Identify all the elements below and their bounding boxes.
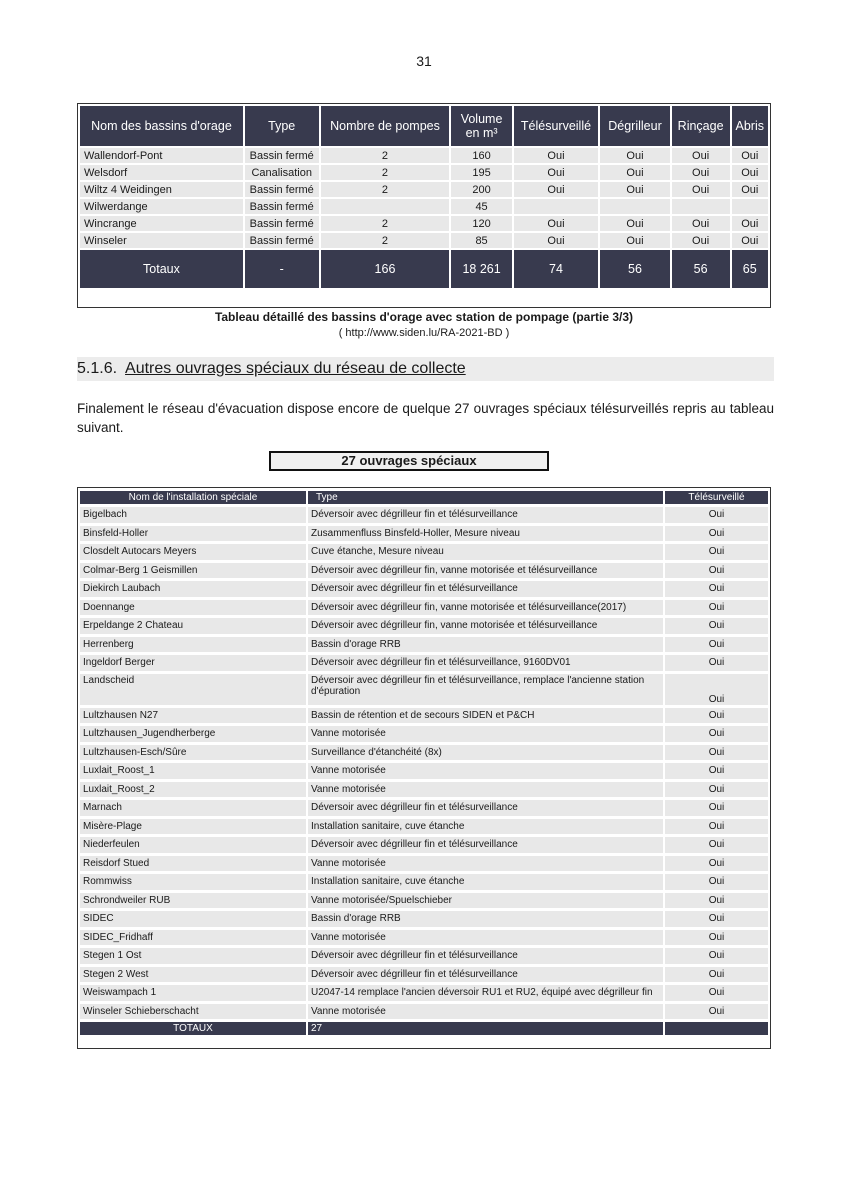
table-header-row — [80, 491, 768, 504]
cell-abris: Oui — [732, 182, 768, 197]
section-heading — [77, 357, 774, 381]
table-row — [80, 655, 768, 671]
cell-type: Vanne motorisée — [308, 726, 663, 742]
page-number: 31 — [416, 53, 432, 69]
header-volume — [451, 106, 511, 146]
table-row — [80, 182, 768, 197]
table-row — [80, 800, 768, 816]
cell-type: Zusammenfluss Binsfeld-Holler, Mesure niveau — [308, 526, 663, 542]
cell-type: Installation sanitaire, cuve étanche — [308, 874, 663, 890]
cell-telesurv: Oui — [665, 893, 768, 909]
cell-pumps: 2 — [321, 216, 450, 231]
table-row — [80, 763, 768, 779]
cell-name: Lultzhausen-Esch/Sûre — [80, 745, 306, 761]
cell-telesurv: Oui — [665, 708, 768, 724]
table-row — [80, 581, 768, 597]
cell-telesurv — [514, 199, 599, 214]
cell-name: Closdelt Autocars Meyers — [80, 544, 306, 560]
cell-rincage: Oui — [672, 165, 730, 180]
cell-degrilleur — [600, 199, 669, 214]
cell-telesurv: Oui — [665, 637, 768, 653]
cell-type: Déversoir avec dégrilleur fin et télésurveillance, 9160DV01 — [308, 655, 663, 671]
cell-name: Lultzhausen N27 — [80, 708, 306, 724]
cell-type: Déversoir avec dégrilleur fin, vanne motorisée et télésurveillance — [308, 618, 663, 634]
cell-volume: 45 — [451, 199, 511, 214]
header-volume-line1: Volume — [460, 112, 503, 126]
cell-name: Landscheid — [80, 674, 306, 705]
cell-telesurv: Oui — [665, 874, 768, 890]
cell-type: Bassin fermé — [245, 182, 319, 197]
cell-type: Vanne motorisée/Spuelschieber — [308, 893, 663, 909]
table-row — [80, 199, 768, 214]
cell-telesurv: Oui — [665, 526, 768, 542]
cell-rincage: Oui — [672, 148, 730, 163]
cell-type: Déversoir avec dégrilleur fin, vanne motorisée et télésurveillance — [308, 563, 663, 579]
cell-telesurv: Oui — [665, 856, 768, 872]
cell-volume: 160 — [451, 148, 511, 163]
cell-type: Déversoir avec dégrilleur fin et télésurveillance — [308, 967, 663, 983]
cell-rincage — [672, 199, 730, 214]
cell-type: Bassin fermé — [245, 148, 319, 163]
cell-type: Déversoir avec dégrilleur fin et télésurveillance — [308, 948, 663, 964]
cell-telesurv: Oui — [665, 985, 768, 1001]
cell-telesurv: Oui — [665, 600, 768, 616]
section-number: 5.1.6. — [77, 360, 118, 377]
cell-degrilleur: Oui — [600, 182, 669, 197]
cell-name: Wiltz 4 Weidingen — [80, 182, 243, 197]
cell-name: Stegen 2 West — [80, 967, 306, 983]
table-row — [80, 600, 768, 616]
cell-name: Rommwiss — [80, 874, 306, 890]
cell-name: Ingeldorf Berger — [80, 655, 306, 671]
header-installation-telesurveille: Télésurveillé — [665, 491, 768, 504]
table-row — [80, 893, 768, 909]
table-row — [80, 637, 768, 653]
cell-type: Bassin de rétention et de secours SIDEN et P&CH — [308, 708, 663, 724]
cell-name: Bigelbach — [80, 507, 306, 523]
table-row — [80, 874, 768, 890]
total-empty — [665, 1022, 768, 1035]
special-installations-table — [77, 487, 771, 1049]
cell-name: Stegen 1 Ost — [80, 948, 306, 964]
cell-pumps: 2 — [321, 148, 450, 163]
cell-type: U2047-14 remplace l'ancien déversoir RU1 et RU2, équipé avec dégrilleur fin — [308, 985, 663, 1001]
header-volume-line2: en m³ — [465, 126, 498, 140]
cell-type: Déversoir avec dégrilleur fin et télésurveillance — [308, 581, 663, 597]
cell-type: Vanne motorisée — [308, 930, 663, 946]
cell-telesurv: Oui — [665, 745, 768, 761]
table-row — [80, 782, 768, 798]
cell-telesurv: Oui — [514, 182, 599, 197]
table-row — [80, 526, 768, 542]
cell-name: Diekirch Laubach — [80, 581, 306, 597]
cell-type: Vanne motorisée — [308, 782, 663, 798]
cell-name: Niederfeulen — [80, 837, 306, 853]
cell-telesurv: Oui — [514, 233, 599, 248]
cell-name: Marnach — [80, 800, 306, 816]
cell-name: Binsfeld-Holler — [80, 526, 306, 542]
totals-row — [80, 1022, 768, 1035]
cell-abris: Oui — [732, 148, 768, 163]
cell-abris: Oui — [732, 165, 768, 180]
cell-type: Déversoir avec dégrilleur fin et télésurveillance — [308, 507, 663, 523]
cell-degrilleur: Oui — [600, 233, 669, 248]
cell-rincage: Oui — [672, 233, 730, 248]
cell-name: Doennange — [80, 600, 306, 616]
total-degrilleur: 56 — [600, 250, 669, 288]
cell-name: Wincrange — [80, 216, 243, 231]
special-works-title-box: 27 ouvrages spéciaux — [269, 451, 549, 471]
total-rincage: 56 — [672, 250, 730, 288]
table-header-row — [80, 106, 768, 146]
total-abris: 65 — [732, 250, 768, 288]
total-type: - — [245, 250, 319, 288]
cell-pumps: 2 — [321, 182, 450, 197]
cell-name: SIDEC — [80, 911, 306, 927]
header-pumps: Nombre de pompes — [321, 106, 450, 146]
cell-telesurv: Oui — [665, 967, 768, 983]
cell-type: Canalisation — [245, 165, 319, 180]
cell-telesurv: Oui — [665, 618, 768, 634]
table-row — [80, 1004, 768, 1020]
cell-volume: 195 — [451, 165, 511, 180]
table-row — [80, 233, 768, 248]
table-row — [80, 544, 768, 560]
cell-pumps: 2 — [321, 233, 450, 248]
total-volume: 18 261 — [451, 250, 511, 288]
cell-rincage: Oui — [672, 182, 730, 197]
totals-row — [80, 250, 768, 288]
cell-name: Lultzhausen_Jugendherberge — [80, 726, 306, 742]
cell-type: Déversoir avec dégrilleur fin et télésurveillance — [308, 837, 663, 853]
header-type: Type — [245, 106, 319, 146]
cell-telesurv: Oui — [665, 782, 768, 798]
cell-type: Déversoir avec dégrilleur fin et télésurveillance, remplace l'ancienne station d'épuration — [308, 674, 663, 705]
cell-name: Erpeldange 2 Chateau — [80, 618, 306, 634]
table-row — [80, 165, 768, 180]
cell-abris: Oui — [732, 216, 768, 231]
cell-type: Installation sanitaire, cuve étanche — [308, 819, 663, 835]
cell-telesurv: Oui — [514, 216, 599, 231]
cell-telesurv: Oui — [665, 763, 768, 779]
cell-type: Bassin fermé — [245, 216, 319, 231]
cell-type: Bassin fermé — [245, 199, 319, 214]
table-row — [80, 856, 768, 872]
cell-type: Déversoir avec dégrilleur fin, vanne motorisée et télésurveillance(2017) — [308, 600, 663, 616]
cell-pumps — [321, 199, 450, 214]
table-row — [80, 618, 768, 634]
cell-telesurv: Oui — [665, 544, 768, 560]
header-degrilleur: Dégrilleur — [600, 106, 669, 146]
table-row — [80, 708, 768, 724]
cell-name: Misère-Plage — [80, 819, 306, 835]
cell-name: Luxlait_Roost_2 — [80, 782, 306, 798]
cell-telesurv: Oui — [665, 581, 768, 597]
cell-telesurv: Oui — [665, 800, 768, 816]
cell-name: Reisdorf Stued — [80, 856, 306, 872]
cell-name: Welsdorf — [80, 165, 243, 180]
cell-type: Déversoir avec dégrilleur fin et télésurveillance — [308, 800, 663, 816]
cell-name: Wilwerdange — [80, 199, 243, 214]
cell-volume: 120 — [451, 216, 511, 231]
cell-volume: 200 — [451, 182, 511, 197]
cell-volume: 85 — [451, 233, 511, 248]
header-installation-name: Nom de l'installation spéciale — [80, 491, 306, 504]
section-title: Autres ouvrages spéciaux du réseau de collecte — [125, 360, 466, 377]
cell-telesurv: Oui — [665, 819, 768, 835]
cell-type: Cuve étanche, Mesure niveau — [308, 544, 663, 560]
table-row — [80, 726, 768, 742]
table-row — [80, 745, 768, 761]
cell-telesurv: Oui — [514, 165, 599, 180]
cell-type: Bassin fermé — [245, 233, 319, 248]
total-count: 27 — [308, 1022, 663, 1035]
table-caption: Tableau détaillé des bassins d'orage avec station de pompage (partie 3/3) — [214, 310, 634, 324]
cell-telesurv: Oui — [665, 563, 768, 579]
cell-telesurv: Oui — [665, 837, 768, 853]
table-source: ( http://www.siden.lu/RA-2021-BD ) — [338, 327, 510, 339]
table-row — [80, 985, 768, 1001]
cell-abris — [732, 199, 768, 214]
table-row — [80, 967, 768, 983]
cell-abris: Oui — [732, 233, 768, 248]
cell-type: Bassin d'orage RRB — [308, 911, 663, 927]
cell-telesurv: Oui — [514, 148, 599, 163]
cell-telesurv: Oui — [665, 1004, 768, 1020]
table-row — [80, 563, 768, 579]
cell-type: Vanne motorisée — [308, 763, 663, 779]
cell-name: Colmar-Berg 1 Geismillen — [80, 563, 306, 579]
cell-telesurv: Oui — [665, 655, 768, 671]
table-row — [80, 911, 768, 927]
header-name: Nom des bassins d'orage — [80, 106, 243, 146]
cell-telesurv: Oui — [665, 674, 768, 705]
cell-name: SIDEC_Fridhaff — [80, 930, 306, 946]
cell-name: Weiswampach 1 — [80, 985, 306, 1001]
table-row — [80, 674, 768, 705]
cell-pumps: 2 — [321, 165, 450, 180]
table-row — [80, 930, 768, 946]
cell-telesurv: Oui — [665, 726, 768, 742]
cell-name: Wallendorf-Pont — [80, 148, 243, 163]
cell-telesurv: Oui — [665, 948, 768, 964]
cell-name: Luxlait_Roost_1 — [80, 763, 306, 779]
cell-degrilleur: Oui — [600, 165, 669, 180]
cell-telesurv: Oui — [665, 507, 768, 523]
table-row — [80, 819, 768, 835]
body-paragraph: Finalement le réseau d'évacuation dispose encore de quelque 27 ouvrages spéciaux télésurveillés repris au tableau suivant. — [77, 401, 774, 435]
cell-name: Schrondweiler RUB — [80, 893, 306, 909]
total-pumps: 166 — [321, 250, 450, 288]
header-abris: Abris — [732, 106, 768, 146]
cell-name: Winseler — [80, 233, 243, 248]
table-row — [80, 837, 768, 853]
table-row — [80, 216, 768, 231]
cell-telesurv: Oui — [665, 911, 768, 927]
cell-type: Vanne motorisée — [308, 1004, 663, 1020]
cell-type: Vanne motorisée — [308, 856, 663, 872]
total-label: TOTAUX — [80, 1022, 306, 1035]
cell-rincage: Oui — [672, 216, 730, 231]
cell-name: Herrenberg — [80, 637, 306, 653]
cell-type: Bassin d'orage RRB — [308, 637, 663, 653]
header-installation-type: Type — [308, 491, 663, 504]
cell-telesurv: Oui — [665, 930, 768, 946]
cell-name: Winseler Schieberschacht — [80, 1004, 306, 1020]
cell-degrilleur: Oui — [600, 148, 669, 163]
cell-degrilleur: Oui — [600, 216, 669, 231]
table-row — [80, 148, 768, 163]
total-telesurv: 74 — [514, 250, 599, 288]
cell-type: Surveillance d'étanchéité (8x) — [308, 745, 663, 761]
header-telesurveille: Télésurveillé — [514, 106, 599, 146]
storm-basins-table — [77, 103, 771, 308]
table-row — [80, 948, 768, 964]
table-row — [80, 507, 768, 523]
total-name: Totaux — [80, 250, 243, 288]
header-rincage: Rinçage — [672, 106, 730, 146]
